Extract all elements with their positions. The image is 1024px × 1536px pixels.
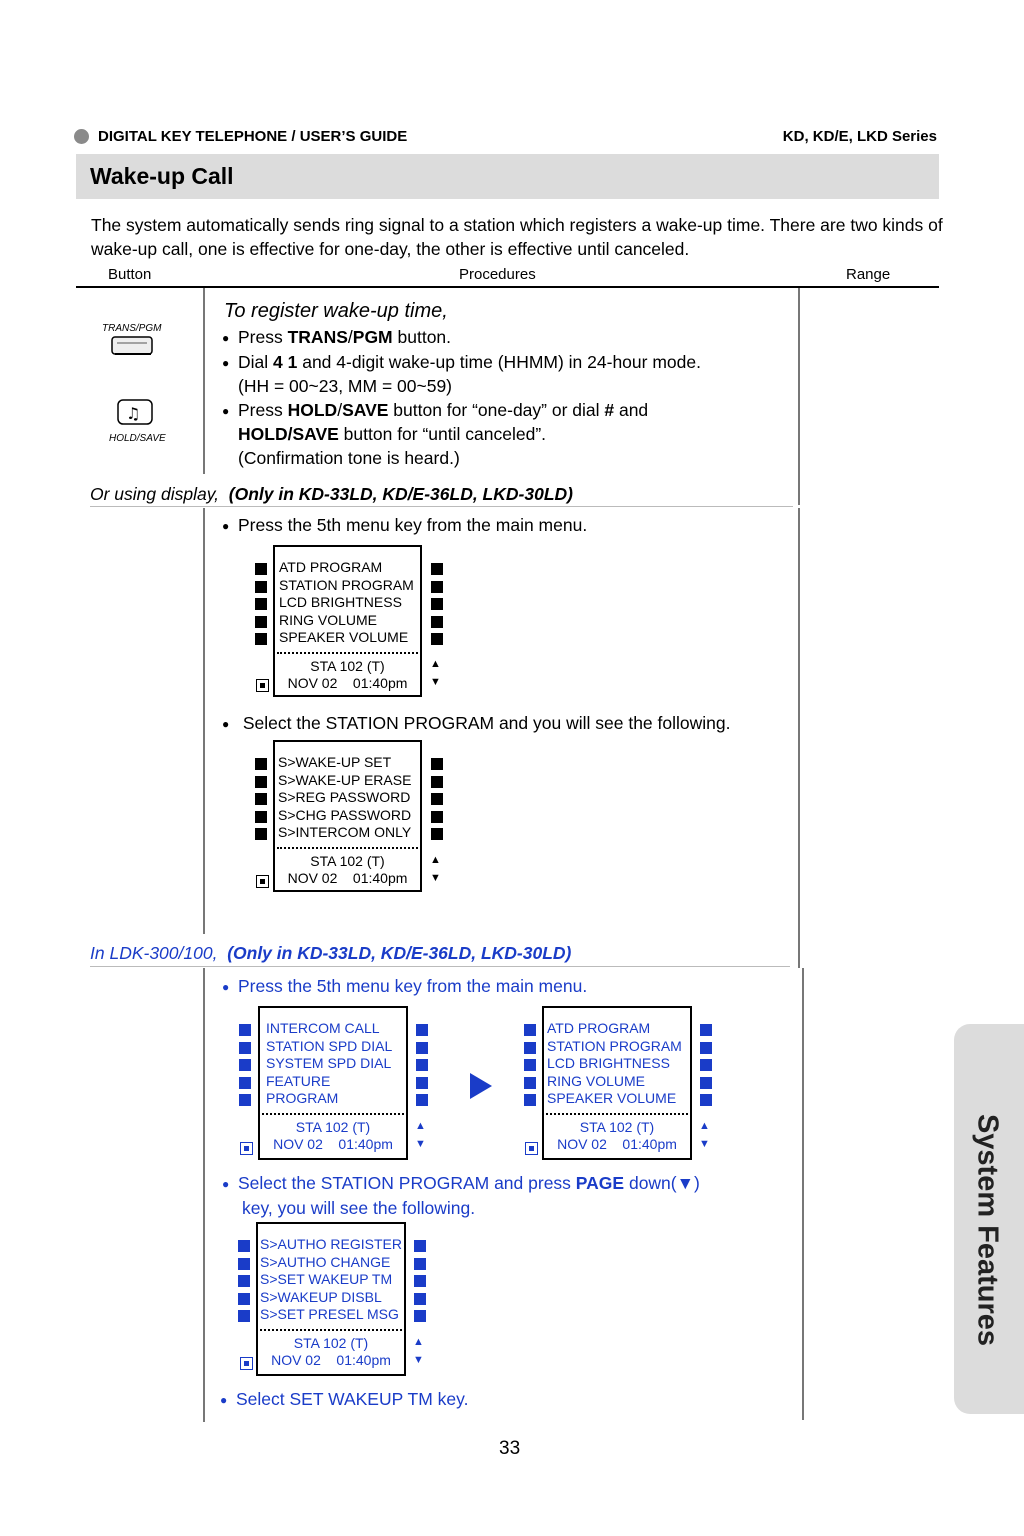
header-series: KD, KD/E, LKD Series (782, 128, 937, 145)
lcd-line: STATION SPD DIAL (266, 1037, 393, 1054)
lcd-menu-key-icon[interactable] (525, 1142, 538, 1155)
lcd-line: S>SET WAKEUP TM (260, 1271, 393, 1287)
softkey-1[interactable] (255, 563, 267, 575)
softkey-6[interactable] (431, 563, 443, 575)
lcd-status-station: STA 102 (T) (579, 1118, 655, 1135)
column-divider (203, 968, 205, 1422)
lcd-line: LCD BRIGHTNESS (279, 594, 402, 610)
softkey-5[interactable] (255, 633, 267, 645)
lcd-divider (546, 1113, 688, 1115)
lcd-line: S>CHG PASSWORD (278, 806, 412, 823)
softkey-3[interactable] (524, 1059, 536, 1071)
lcd-softkeys-right (414, 1240, 426, 1322)
softkey-7[interactable] (416, 1042, 428, 1054)
lcd-status-datetime: NOV 02 01:40pm (271, 1352, 391, 1368)
softkey-1[interactable] (239, 1024, 251, 1036)
softkey-7[interactable] (700, 1042, 712, 1054)
register-step-2-note: (HH = 00~23, MM = 00~59) (238, 376, 452, 396)
display-step-2: ● Select the STATION PROGRAM and you will see the following. (222, 713, 731, 733)
lcd-line: SPEAKER VOLUME (547, 1090, 677, 1106)
lcd-softkeys-right (431, 563, 443, 645)
register-step-1: ● Press TRANS/PGM button. (222, 327, 452, 347)
lcd-divider (277, 847, 418, 849)
register-steps (222, 326, 792, 470)
lcd-line: STATION PROGRAM (279, 576, 414, 593)
lcd-line: ATD PROGRAM (547, 1020, 651, 1036)
header-bullet-icon (74, 129, 89, 144)
lcd-softkeys-right (416, 1024, 428, 1106)
softkey-2[interactable] (255, 776, 267, 788)
softkey-4[interactable] (239, 1077, 251, 1089)
scroll-up-icon[interactable]: ▲ (699, 1120, 710, 1132)
lcd-display-main-menu (273, 545, 422, 697)
scroll-down-icon[interactable]: ▼ (699, 1138, 710, 1150)
softkey-7[interactable] (431, 581, 443, 593)
lcd-status-station: STA 102 (T) (310, 852, 385, 869)
softkey-4[interactable] (255, 811, 267, 823)
ldk-step-3: ● Select SET WAKEUP TM key. (220, 1389, 469, 1409)
section-rule (90, 506, 793, 507)
softkey-2[interactable] (255, 581, 267, 593)
scroll-up-icon[interactable]: ▲ (413, 1336, 424, 1348)
lcd-line: SYSTEM SPD DIAL (266, 1055, 392, 1071)
lcd-display-ldk-station-program (256, 1222, 406, 1376)
softkey-10[interactable] (700, 1094, 712, 1106)
intro-text: The system automatically sends ring signal to a station which registers a wake-up time. There are two kinds of wake-up call, one is effective for one-day, the other is effective until canceled. (91, 215, 943, 259)
softkey-3[interactable] (239, 1059, 251, 1071)
softkey-1[interactable] (255, 758, 267, 770)
section-rule (90, 966, 790, 967)
page-title: Wake-up Call (90, 163, 234, 189)
lcd-menu-key-icon[interactable] (240, 1142, 253, 1155)
lcd-status-datetime: NOV 02 01:40pm (273, 1136, 393, 1152)
ldk-section-heading: In LDK-300/100, (Only in KD-33LD, KD/E-36LD, LKD-30LD) (90, 943, 572, 963)
lcd-line: S>AUTHO REGISTER (260, 1236, 402, 1252)
softkey-4[interactable] (238, 1293, 250, 1305)
scroll-up-icon[interactable]: ▲ (430, 658, 441, 670)
register-step-2: ● Dial 4 1 and 4-digit wake-up time (HHMM) in 24-hour mode. (222, 351, 701, 372)
scroll-up-icon[interactable]: ▲ (415, 1120, 426, 1132)
softkey-4[interactable] (255, 616, 267, 628)
softkey-1[interactable] (524, 1024, 536, 1036)
trans-pgm-button-icon[interactable] (111, 336, 153, 361)
lcd-divider (277, 652, 418, 654)
softkey-8[interactable] (431, 598, 443, 610)
softkey-2[interactable] (238, 1258, 250, 1270)
scroll-down-icon[interactable]: ▼ (430, 872, 441, 884)
hold-save-label: HOLD/SAVE (109, 433, 166, 444)
lcd-line: LCD BRIGHTNESS (547, 1055, 670, 1071)
lcd-line: PROGRAM (266, 1090, 339, 1106)
column-divider (203, 508, 205, 934)
softkey-9[interactable] (431, 811, 443, 823)
lcd-display-station-program (273, 740, 422, 892)
trans-pgm-label: TRANS/PGM (102, 323, 162, 334)
softkey-8[interactable] (431, 793, 443, 805)
column-divider (802, 968, 804, 1420)
softkey-3[interactable] (238, 1275, 250, 1287)
side-tab-label: System Features (971, 1113, 1004, 1347)
lcd-softkeys-left (239, 1024, 251, 1106)
register-step-3-cont: HOLD/SAVE button for “until canceled”. (238, 424, 547, 444)
lcd-line: S>WAKE-UP ERASE (278, 771, 412, 788)
lcd-softkeys-left (238, 1240, 250, 1322)
softkey-7[interactable] (431, 776, 443, 788)
softkey-2[interactable] (239, 1042, 251, 1054)
lcd-menu-key-icon[interactable] (240, 1357, 253, 1370)
softkey-10[interactable] (414, 1310, 426, 1322)
display-section-heading: Or using display, (Only in KD-33LD, KD/E-36LD, LKD-30LD) (90, 484, 573, 504)
softkey-8[interactable] (414, 1275, 426, 1287)
softkey-4[interactable] (524, 1077, 536, 1089)
column-divider (798, 288, 800, 505)
column-header-button: Button (108, 266, 152, 283)
softkey-5[interactable] (238, 1310, 250, 1322)
lcd-status-datetime: NOV 02 01:40pm (557, 1136, 677, 1152)
lcd-status-datetime: NOV 02 01:40pm (287, 870, 408, 886)
scroll-down-icon[interactable]: ▼ (430, 676, 441, 688)
lcd-line: S>AUTHO CHANGE (260, 1253, 391, 1270)
lcd-line: S>REG PASSWORD (278, 789, 411, 805)
lcd-line: STATION PROGRAM (547, 1037, 682, 1054)
lcd-display-ldk-program-menu (542, 1006, 692, 1160)
lcd-softkeys-right (700, 1024, 712, 1106)
register-step-3: ● Press HOLD/SAVE button for “one-day” or dial # and (222, 399, 649, 420)
softkey-9[interactable] (700, 1077, 712, 1089)
lcd-divider (262, 1113, 404, 1115)
lcd-softkeys-left (255, 563, 267, 645)
table-header-rule (76, 286, 939, 288)
lcd-status-datetime: NOV 02 01:40pm (287, 675, 408, 691)
lcd-menu-key-icon[interactable] (256, 679, 269, 692)
softkey-10[interactable] (416, 1094, 428, 1106)
softkey-10[interactable] (431, 633, 443, 645)
softkey-6[interactable] (431, 758, 443, 770)
lcd-softkeys-left (255, 758, 267, 840)
softkey-8[interactable] (416, 1059, 428, 1071)
register-heading: To register wake-up time, (224, 300, 448, 322)
lcd-line: SPEAKER VOLUME (279, 629, 409, 645)
softkey-3[interactable] (255, 598, 267, 610)
lcd-line: S>WAKE-UP SET (278, 754, 392, 770)
softkey-1[interactable] (238, 1240, 250, 1252)
column-header-procedures: Procedures (459, 266, 536, 283)
softkey-6[interactable] (416, 1024, 428, 1036)
scroll-up-icon[interactable]: ▲ (430, 854, 441, 866)
softkey-7[interactable] (414, 1258, 426, 1270)
softkey-3[interactable] (255, 793, 267, 805)
column-header-range: Range (846, 266, 891, 283)
softkey-5[interactable] (255, 828, 267, 840)
lcd-display-ldk-main-menu (258, 1006, 408, 1160)
softkey-9[interactable] (414, 1293, 426, 1305)
display-step-1: ● Press the 5th menu key from the main menu. (222, 515, 588, 535)
lcd-line: INTERCOM CALL (266, 1020, 380, 1036)
lcd-status-station: STA 102 (T) (293, 1334, 369, 1351)
lcd-divider (260, 1329, 402, 1331)
lcd-line: S>INTERCOM ONLY (278, 824, 412, 840)
lcd-line: S>SET PRESEL MSG (260, 1306, 399, 1322)
softkey-10[interactable] (431, 828, 443, 840)
lcd-line: RING VOLUME (279, 611, 378, 628)
header-guide-title: DIGITAL KEY TELEPHONE / USER’S GUIDE (98, 128, 408, 145)
lcd-menu-key-icon[interactable] (256, 875, 269, 888)
lcd-softkeys-right (431, 758, 443, 840)
ldk-step-1: ● Press the 5th menu key from the main menu. (222, 976, 588, 996)
lcd-softkeys-left (524, 1024, 536, 1106)
svg-text:♫: ♫ (126, 404, 141, 423)
hold-save-button-icon[interactable] (116, 398, 156, 433)
softkey-9[interactable] (431, 616, 443, 628)
lcd-line: ATD PROGRAM (279, 559, 383, 575)
softkey-6[interactable] (700, 1024, 712, 1036)
arrow-right-icon (470, 1073, 492, 1104)
lcd-status-station: STA 102 (T) (295, 1118, 371, 1135)
register-step-3-note: (Confirmation tone is heard.) (238, 447, 460, 468)
softkey-9[interactable] (416, 1077, 428, 1089)
lcd-status-station: STA 102 (T) (310, 657, 385, 674)
lcd-line: RING VOLUME (547, 1072, 646, 1089)
column-divider (203, 288, 205, 474)
page-number: 33 (499, 1438, 521, 1459)
lcd-line: S>WAKEUP DISBL (260, 1288, 382, 1305)
softkey-6[interactable] (414, 1240, 426, 1252)
scroll-down-icon[interactable]: ▼ (415, 1138, 426, 1150)
lcd-line: FEATURE (266, 1072, 331, 1089)
softkey-5[interactable] (524, 1094, 536, 1106)
softkey-8[interactable] (700, 1059, 712, 1071)
softkey-2[interactable] (524, 1042, 536, 1054)
softkey-5[interactable] (239, 1094, 251, 1106)
column-divider (798, 508, 800, 968)
ldk-step-2: ● Select the STATION PROGRAM and press PAGE down(▼) key, you will see the following. (222, 1172, 792, 1220)
ldk-step-2-cont: key, you will see the following. (242, 1197, 476, 1218)
scroll-down-icon[interactable]: ▼ (413, 1354, 424, 1366)
